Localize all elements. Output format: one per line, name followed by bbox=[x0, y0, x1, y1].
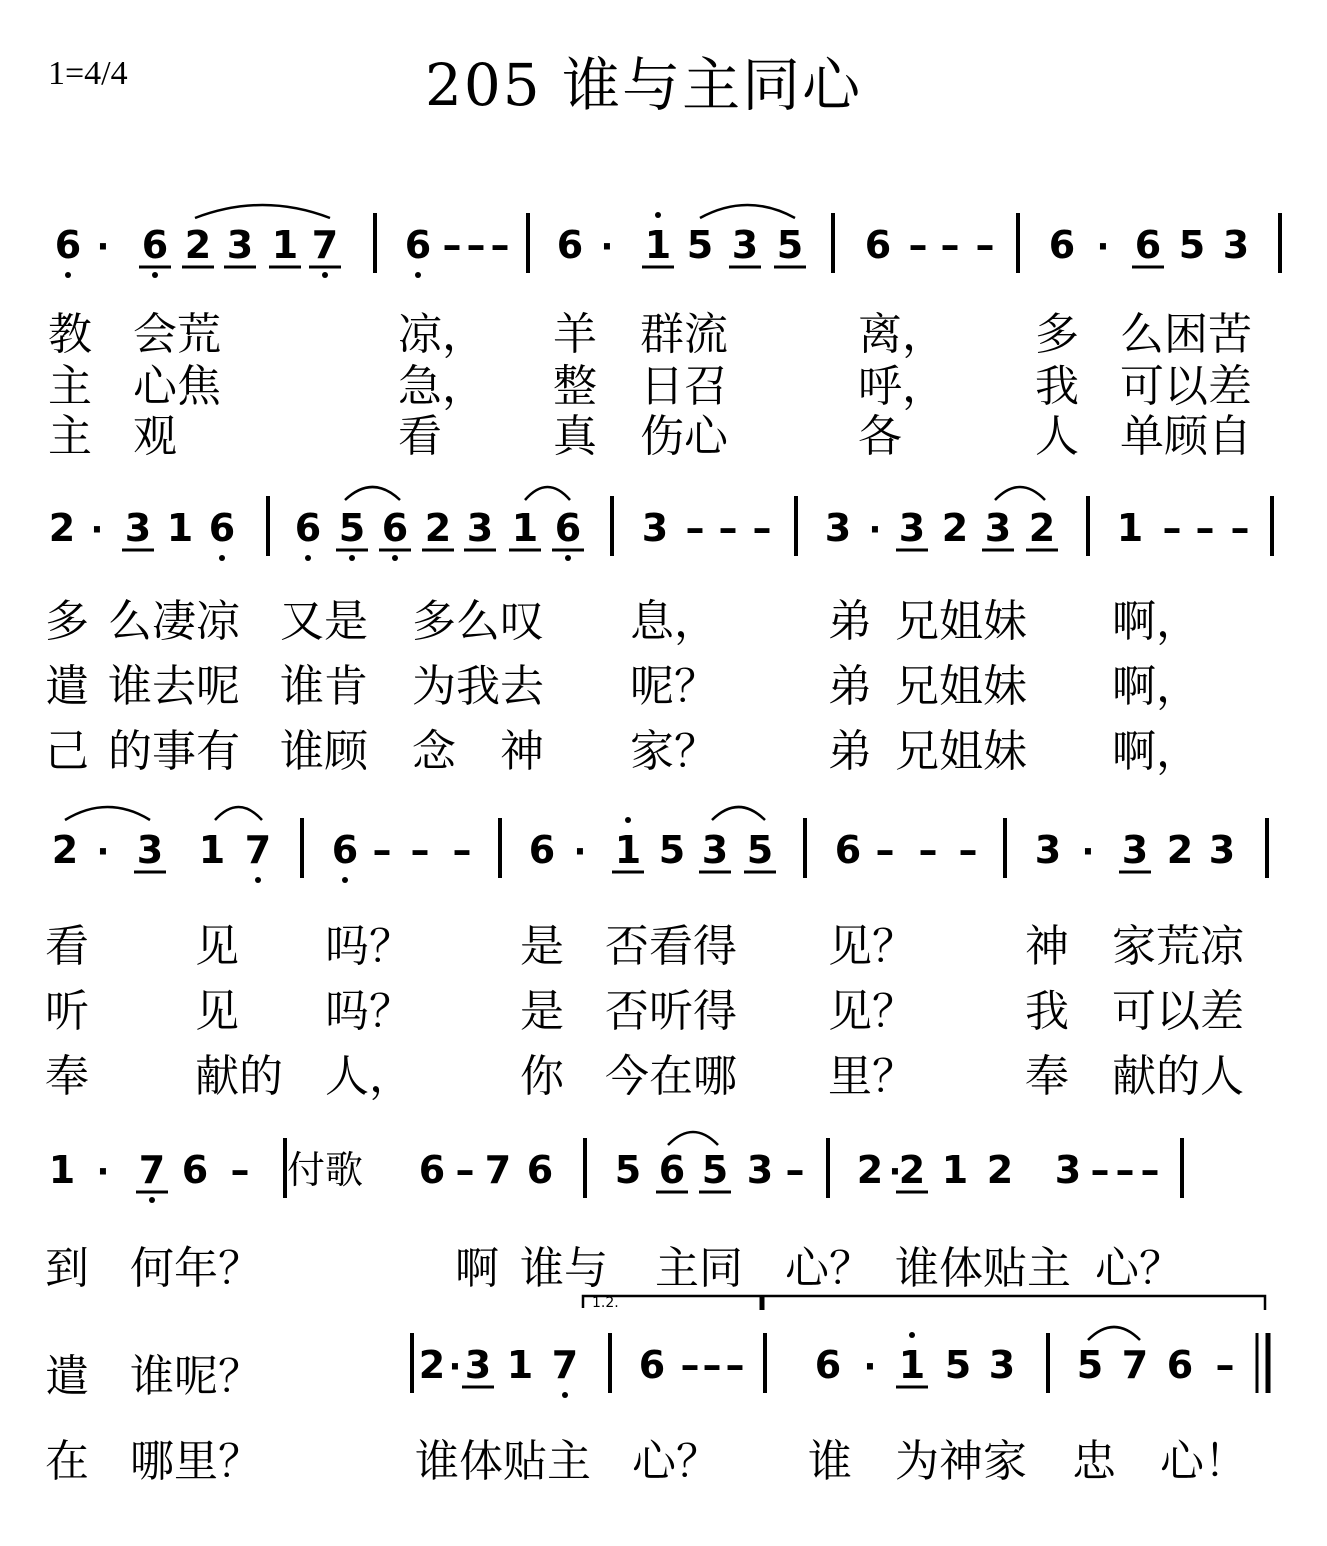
lyric-word: 多 bbox=[1035, 309, 1079, 360]
lyric-word: 啊， bbox=[1112, 661, 1200, 712]
note: 6 bbox=[418, 1148, 446, 1192]
lyric-word: 献的 bbox=[195, 1051, 283, 1102]
note: 3 bbox=[898, 506, 926, 550]
lyric-word: 兄姐妹 bbox=[895, 661, 1027, 712]
lyric-word: 何年？ bbox=[130, 1243, 262, 1294]
hold-dash: – bbox=[455, 1148, 475, 1192]
hold-dash: – bbox=[230, 1148, 250, 1192]
lyric-word: 主同 bbox=[655, 1243, 743, 1294]
lyric-word: 为神家 bbox=[895, 1436, 1027, 1487]
slur-arc bbox=[195, 205, 330, 218]
note: 2 bbox=[48, 506, 76, 550]
note: 2 bbox=[1166, 828, 1194, 872]
hold-dash: – bbox=[875, 828, 895, 872]
hold-dash: – bbox=[372, 828, 392, 872]
note: 5 bbox=[746, 828, 774, 872]
lyric-word: 是 bbox=[520, 921, 564, 972]
lyric-word: 兄姐妹 bbox=[895, 596, 1027, 647]
note: 6 bbox=[181, 1148, 209, 1192]
lyric-word: 会荒 bbox=[133, 309, 221, 360]
note: 2 bbox=[184, 223, 212, 267]
lyric-word: 否听得 bbox=[605, 986, 737, 1037]
lyric-word: 弟 bbox=[828, 726, 872, 777]
dot-note: · bbox=[96, 227, 110, 267]
hold-dash: – bbox=[1140, 1148, 1160, 1192]
lyric-word: 忠 bbox=[1072, 1436, 1116, 1487]
lyric-word: 啊 bbox=[455, 1243, 499, 1294]
lyric-word: 多么叹 bbox=[412, 596, 544, 647]
slur-arc bbox=[345, 487, 400, 500]
hold-dash: – bbox=[752, 506, 772, 550]
lyric-word: 么凄凉 bbox=[108, 596, 240, 647]
hold-dash: – bbox=[918, 828, 938, 872]
slur-arc bbox=[700, 205, 795, 218]
song-title: 205 谁与主同心 bbox=[425, 51, 863, 119]
high-octave-dot bbox=[909, 1332, 915, 1338]
high-octave-dot bbox=[655, 212, 661, 218]
note: 2 bbox=[424, 506, 452, 550]
hold-dash: – bbox=[725, 1343, 745, 1387]
hold-dash: – bbox=[718, 506, 738, 550]
lyric-word: 谁与 bbox=[520, 1243, 608, 1294]
low-octave-dot bbox=[415, 272, 421, 278]
note: 3 bbox=[824, 506, 852, 550]
slur-arc bbox=[525, 487, 570, 500]
lyric-word: 心！ bbox=[1160, 1436, 1248, 1487]
note: 6 bbox=[554, 506, 582, 550]
hold-dash: – bbox=[685, 506, 705, 550]
note: 3 bbox=[1121, 828, 1149, 872]
note: 3 bbox=[124, 506, 152, 550]
note: 1 bbox=[941, 1148, 969, 1192]
low-octave-dot bbox=[219, 555, 225, 561]
lyric-word: 人 bbox=[1035, 411, 1079, 462]
hold-dash: – bbox=[908, 223, 928, 267]
note: 7 bbox=[311, 223, 339, 267]
note: 5 bbox=[658, 828, 686, 872]
note: 7 bbox=[1121, 1343, 1149, 1387]
lyric-word: 凉， bbox=[398, 309, 486, 360]
low-octave-dot bbox=[152, 272, 158, 278]
lyric-word: 家？ bbox=[630, 726, 718, 777]
note: 6 bbox=[1048, 223, 1076, 267]
lyric-word: 真 bbox=[553, 411, 597, 462]
dot-note: · bbox=[96, 832, 110, 872]
note: 6 bbox=[528, 828, 556, 872]
note: 3 bbox=[988, 1343, 1016, 1387]
note: 3 bbox=[464, 1343, 492, 1387]
low-octave-dot bbox=[349, 555, 355, 561]
dot-note: · bbox=[96, 1152, 110, 1192]
note: 2 bbox=[1028, 506, 1056, 550]
note: 3 bbox=[1222, 223, 1250, 267]
lyric-word: 献的人 bbox=[1112, 1051, 1244, 1102]
hold-dash: – bbox=[1115, 1148, 1135, 1192]
lyric-word: 到 bbox=[45, 1243, 89, 1294]
note: 5 bbox=[338, 506, 366, 550]
note: 2 bbox=[856, 1148, 884, 1192]
note: 6 bbox=[814, 1343, 842, 1387]
lyric-word: 群流 bbox=[640, 309, 728, 360]
dot-note: · bbox=[573, 832, 587, 872]
note: 6 bbox=[658, 1148, 686, 1192]
hold-dash: – bbox=[466, 223, 486, 267]
lyric-word: 的事有 bbox=[108, 726, 240, 777]
note: 6 bbox=[526, 1148, 554, 1192]
note: 2 bbox=[898, 1148, 926, 1192]
note: 2 bbox=[418, 1343, 446, 1387]
low-octave-dot bbox=[565, 555, 571, 561]
slur-arc bbox=[1088, 1327, 1140, 1340]
note: 2 bbox=[51, 828, 79, 872]
dot-note: · bbox=[90, 510, 104, 550]
slur-arc bbox=[995, 487, 1045, 500]
lyric-word: 各 bbox=[858, 411, 902, 462]
dot-note: · bbox=[1096, 227, 1110, 267]
low-octave-dot bbox=[322, 272, 328, 278]
note: 1 bbox=[614, 828, 642, 872]
note: 3 bbox=[1054, 1148, 1082, 1192]
note: 6 bbox=[1134, 223, 1162, 267]
lyric-word: 主 bbox=[48, 361, 92, 412]
lyric-word: 心？ bbox=[785, 1243, 873, 1294]
lyric-word: 羊 bbox=[553, 309, 597, 360]
lyric-word: 遣 bbox=[45, 661, 89, 712]
dot-note: · bbox=[868, 510, 882, 550]
low-octave-dot bbox=[342, 877, 348, 883]
slur-arc bbox=[65, 807, 150, 820]
low-octave-dot bbox=[305, 555, 311, 561]
note: 6 bbox=[834, 828, 862, 872]
lyric-word: 谁顾 bbox=[280, 726, 368, 777]
dot-note: · bbox=[600, 227, 614, 267]
note: 6 bbox=[1166, 1343, 1194, 1387]
note: 6 bbox=[404, 223, 432, 267]
hold-dash: – bbox=[490, 223, 510, 267]
lyric-word: 心？ bbox=[1095, 1243, 1183, 1294]
lyric-word: 日召 bbox=[640, 361, 728, 412]
dot-note: · bbox=[448, 1347, 462, 1387]
lyric-word: 息， bbox=[630, 596, 718, 647]
note: 1 bbox=[644, 223, 672, 267]
note: 2 bbox=[986, 1148, 1014, 1192]
lyric-word: 在 bbox=[45, 1436, 89, 1487]
note: 6 bbox=[208, 506, 236, 550]
note: 付歌 bbox=[286, 1148, 364, 1192]
hold-dash: – bbox=[452, 828, 472, 872]
note: 7 bbox=[484, 1148, 512, 1192]
lyric-word: 啊， bbox=[1112, 726, 1200, 777]
note: 5 bbox=[1076, 1343, 1104, 1387]
dot-note: · bbox=[1081, 832, 1095, 872]
lyric-word: 今在哪 bbox=[605, 1051, 737, 1102]
note: 7 bbox=[551, 1343, 579, 1387]
note: 1 bbox=[198, 828, 226, 872]
hold-dash: – bbox=[1090, 1148, 1110, 1192]
lyric-word: 吗？ bbox=[325, 986, 413, 1037]
lyric-word: 为我去 bbox=[412, 661, 544, 712]
dot-note: · bbox=[888, 1152, 902, 1192]
lyric-word: 家荒凉 bbox=[1112, 921, 1244, 972]
note: 6 bbox=[141, 223, 169, 267]
high-octave-dot bbox=[625, 817, 631, 823]
note: 5 bbox=[944, 1343, 972, 1387]
lyric-word: 主 bbox=[48, 411, 92, 462]
note: 5 bbox=[686, 223, 714, 267]
note: 1 bbox=[166, 506, 194, 550]
lyric-word: 看 bbox=[45, 921, 89, 972]
lyric-word: 么困苦 bbox=[1120, 309, 1252, 360]
note: 1 bbox=[898, 1343, 926, 1387]
lyric-word: 又是 bbox=[280, 596, 368, 647]
lyric-word: 谁 bbox=[808, 1436, 852, 1487]
lyric-word: 可以差 bbox=[1112, 986, 1244, 1037]
lyric-word: 是 bbox=[520, 986, 564, 1037]
lyric-word: 整 bbox=[553, 361, 597, 412]
lyric-word: 啊， bbox=[1112, 596, 1200, 647]
lyric-word: 我 bbox=[1035, 361, 1079, 412]
lyric-word: 神 bbox=[1025, 921, 1069, 972]
lyric-word: 神 bbox=[500, 726, 544, 777]
note: 3 bbox=[136, 828, 164, 872]
lyric-word: 谁体贴主 bbox=[895, 1243, 1071, 1294]
hold-dash: – bbox=[410, 828, 430, 872]
lyric-word: 谁呢？ bbox=[130, 1351, 262, 1402]
lyric-word: 伤心 bbox=[640, 411, 728, 462]
note: 5 bbox=[776, 223, 804, 267]
lyric-word: 观 bbox=[133, 411, 177, 462]
lyric-word: 念 bbox=[412, 726, 456, 777]
lyric-word: 离， bbox=[858, 309, 946, 360]
lyric-word: 谁去呢 bbox=[108, 661, 240, 712]
low-octave-dot bbox=[65, 272, 71, 278]
lyric-word: 谁体贴主 bbox=[415, 1436, 591, 1487]
note: 3 bbox=[1034, 828, 1062, 872]
hold-dash: – bbox=[785, 1148, 805, 1192]
lyric-word: 听 bbox=[45, 986, 89, 1037]
lyric-word: 呼， bbox=[858, 361, 946, 412]
note: 3 bbox=[226, 223, 254, 267]
note: 6 bbox=[864, 223, 892, 267]
note: 3 bbox=[1208, 828, 1236, 872]
lyric-word: 呢？ bbox=[630, 661, 718, 712]
lyric-word: 急， bbox=[398, 361, 486, 412]
key-signature: 1=4/4 bbox=[48, 55, 128, 92]
note: 1 bbox=[1116, 506, 1144, 550]
lyric-word: 里？ bbox=[828, 1051, 916, 1102]
hold-dash: – bbox=[1195, 506, 1215, 550]
hold-dash: – bbox=[702, 1343, 722, 1387]
note: 7 bbox=[138, 1148, 166, 1192]
lyric-word: 遣 bbox=[45, 1351, 89, 1402]
note: 1 bbox=[271, 223, 299, 267]
note: 3 bbox=[746, 1148, 774, 1192]
hold-dash: – bbox=[975, 223, 995, 267]
note: 6 bbox=[331, 828, 359, 872]
lyric-word: 己 bbox=[45, 726, 89, 777]
hold-dash: – bbox=[1162, 506, 1182, 550]
note: 6 bbox=[381, 506, 409, 550]
note: 2 bbox=[941, 506, 969, 550]
volta-label: 1.2. bbox=[592, 1295, 619, 1311]
lyric-word: 教 bbox=[48, 309, 92, 360]
note: 1 bbox=[511, 506, 539, 550]
low-octave-dot bbox=[562, 1392, 568, 1398]
lyric-word: 奉 bbox=[45, 1051, 89, 1102]
note: 1 bbox=[48, 1148, 76, 1192]
note: 3 bbox=[641, 506, 669, 550]
hold-dash: – bbox=[680, 1343, 700, 1387]
lyric-word: 心？ bbox=[632, 1436, 720, 1487]
lyric-word: 弟 bbox=[828, 596, 872, 647]
note: 7 bbox=[244, 828, 272, 872]
lyric-word: 心焦 bbox=[133, 361, 221, 412]
lyric-word: 可以差 bbox=[1120, 361, 1252, 412]
slur-arc bbox=[215, 807, 262, 820]
note: 5 bbox=[614, 1148, 642, 1192]
hold-dash: – bbox=[958, 828, 978, 872]
note: 3 bbox=[984, 506, 1012, 550]
hold-dash: – bbox=[442, 223, 462, 267]
note: 6 bbox=[54, 223, 82, 267]
lyric-word: 弟 bbox=[828, 661, 872, 712]
lyric-word: 吗？ bbox=[325, 921, 413, 972]
lyric-word: 见？ bbox=[828, 986, 916, 1037]
lyric-word: 我 bbox=[1025, 986, 1069, 1037]
lyric-word: 谁肯 bbox=[280, 661, 368, 712]
note: 6 bbox=[294, 506, 322, 550]
lyric-word: 单顾自 bbox=[1120, 411, 1252, 462]
hold-dash: – bbox=[1230, 506, 1250, 550]
low-octave-dot bbox=[255, 877, 261, 883]
note: 3 bbox=[466, 506, 494, 550]
lyric-word: 哪里？ bbox=[130, 1436, 262, 1487]
lyric-word: 人， bbox=[325, 1051, 413, 1102]
lyric-word: 见 bbox=[195, 986, 239, 1037]
lyric-word: 你 bbox=[520, 1051, 564, 1102]
lyric-word: 看 bbox=[398, 411, 442, 462]
hold-dash: – bbox=[940, 223, 960, 267]
hold-dash: – bbox=[1215, 1343, 1235, 1387]
low-octave-dot bbox=[149, 1197, 155, 1203]
note: 3 bbox=[731, 223, 759, 267]
note: 5 bbox=[701, 1148, 729, 1192]
note: 6 bbox=[638, 1343, 666, 1387]
lyric-word: 兄姐妹 bbox=[895, 726, 1027, 777]
lyric-word: 否看得 bbox=[605, 921, 737, 972]
dot-note: · bbox=[863, 1347, 877, 1387]
note: 6 bbox=[556, 223, 584, 267]
volta-bracket bbox=[583, 1296, 1265, 1310]
lyric-word: 见 bbox=[195, 921, 239, 972]
lyric-word: 见？ bbox=[828, 921, 916, 972]
note: 1 bbox=[506, 1343, 534, 1387]
slur-arc bbox=[712, 807, 765, 820]
note: 3 bbox=[701, 828, 729, 872]
lyric-word: 多 bbox=[45, 596, 89, 647]
low-octave-dot bbox=[392, 555, 398, 561]
note: 5 bbox=[1178, 223, 1206, 267]
lyric-word: 奉 bbox=[1025, 1051, 1069, 1102]
slur-arc bbox=[668, 1132, 718, 1145]
